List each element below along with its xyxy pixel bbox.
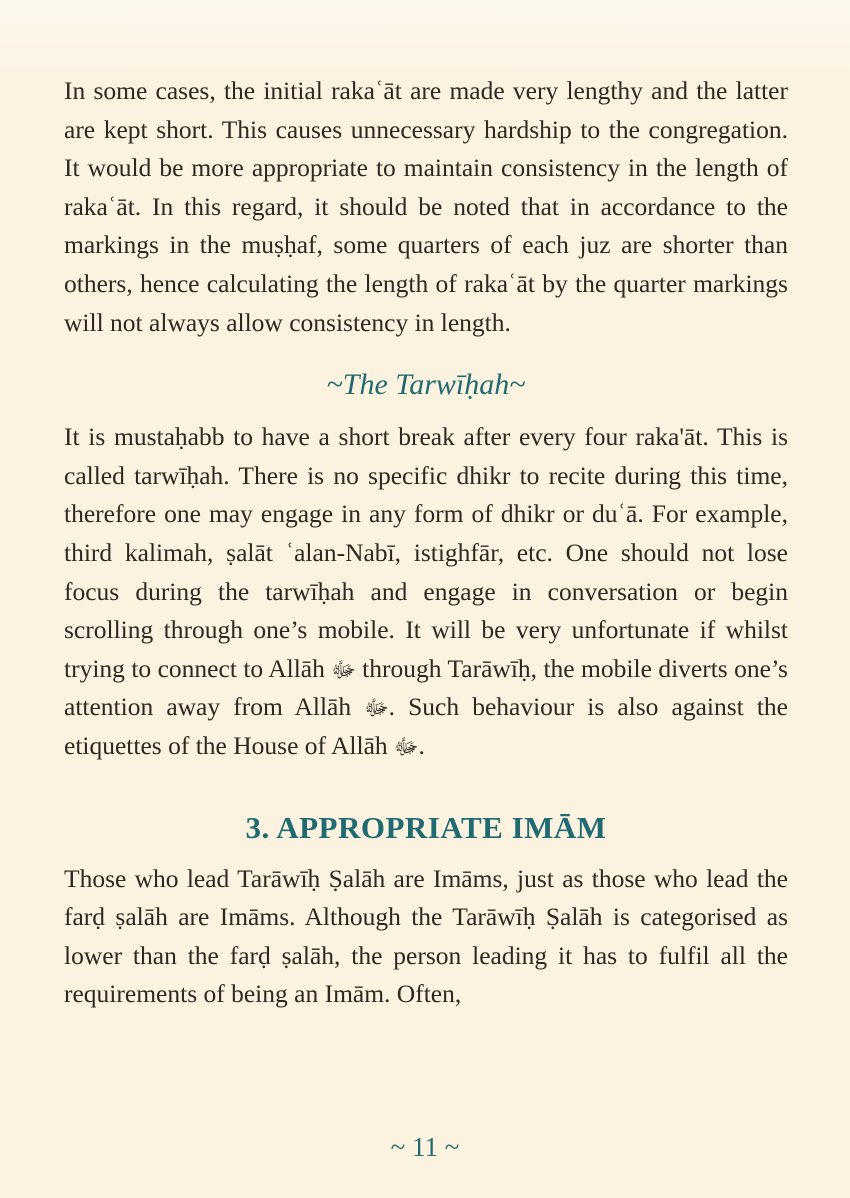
allah-honorific-glyph: ﷻ (364, 696, 389, 721)
allah-honorific-glyph: ﷻ (394, 734, 419, 759)
allah-honorific-glyph: ﷻ (331, 657, 356, 682)
imam-paragraph: Those who lead Tarāwīḥ Ṣalāh are Imāms, just as those who lead the farḍ ṣalāh are Imāms. Although the Tarāwīḥ Ṣalāh is categorised as lower than the farḍ ṣalāh, the person leading it has to fulfil all the requirements of being an Imām. Often, (64, 863, 788, 1009)
tarwihah-subheading: ~The Tarwīḥah~ (326, 368, 526, 402)
appropriate-imam-heading: 3. APPROPRIATE IMĀM (245, 809, 607, 845)
tarwihah-paragraph: It is mustaḥabb to have a short break after every four raka'āt. This is called tarwīḥah. There is no specific dhikr to recite during this time, therefore one may engage in any form of dhikr or duʿā. For example, third kalimah, ṣalāt ʿalan-Nabī, istighfār, etc. One should not lose focus during the tarwīḥah and engage in conversation or begin scrolling through one’s mobile. It will be very unfortunate if whilst trying to connect to Allāh ﷻ through Tarāwīḥ, the mobile diverts one’s attention away from Allāh ﷻ. Such behaviour is also against the etiquettes of the House of Allāh ﷻ. (64, 422, 788, 760)
intro-paragraph: In some cases, the initial rakaʿāt are made very lengthy and the latter are kept short. This causes unnecessary hardship to the congregation. It would be more appropriate to maintain consistency in the length of rakaʿāt. In this regard, it should be noted that in accordance to the markings in the muṣḥaf, some quarters of each juz are shorter than others, hence calculating the length of rakaʿāt by the quarter markings will not always allow consistency in length. (64, 76, 788, 337)
page-number: ~ 11 ~ (390, 1132, 460, 1162)
